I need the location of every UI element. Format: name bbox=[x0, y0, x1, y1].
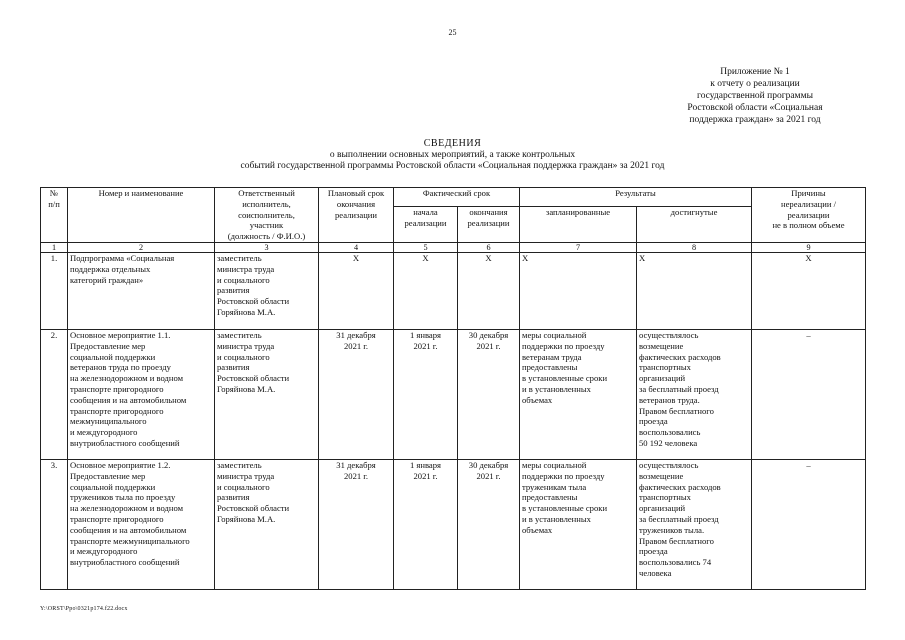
cell-line: 31 декабря bbox=[336, 459, 376, 470]
cell-reasons bbox=[752, 329, 866, 459]
footer-file-path: Y:\ORST\Ppo\0321p174.f22.docx bbox=[40, 606, 128, 612]
cell-line: министра труда bbox=[217, 470, 275, 481]
cell-actual-end bbox=[458, 329, 520, 459]
col-header-results: Результаты bbox=[520, 188, 752, 207]
cell-line: организаций bbox=[639, 373, 686, 384]
cell-line: за бесплатный проезд bbox=[639, 513, 719, 524]
cell-line: X bbox=[352, 252, 360, 263]
cell-line: фактических расходов bbox=[639, 351, 721, 362]
cell-actual-start bbox=[394, 459, 458, 589]
cell-line: Горяйнова М.А. bbox=[217, 383, 276, 394]
cell-line: Предоставление мер bbox=[70, 470, 146, 481]
cell-line: Правом бесплатного bbox=[639, 535, 714, 546]
cell-line: и социального bbox=[217, 351, 270, 362]
cell-line: осуществлялось bbox=[639, 329, 699, 340]
cell-line: X bbox=[639, 252, 646, 263]
cell-line: 2021 г. bbox=[413, 470, 438, 481]
col-header-executor: Ответственный исполнитель, соисполнитель, участник (должность / Ф.И.О.) bbox=[215, 188, 319, 243]
cell-line: транспорте пригородного bbox=[70, 513, 164, 524]
cell-executor bbox=[215, 459, 319, 589]
cell-line: Ростовской области bbox=[217, 296, 290, 307]
cell-line: 30 декабря bbox=[468, 329, 509, 340]
col-header-reasons: Причины нереализации / реализации не в полном объеме bbox=[752, 188, 866, 243]
table-row bbox=[41, 329, 866, 459]
cell-line: X bbox=[522, 252, 529, 263]
cell-num: 2. bbox=[41, 329, 68, 459]
col-header-results-planned: запланированные bbox=[520, 206, 637, 242]
table-row bbox=[41, 252, 866, 329]
cell-line: Предоставление мер bbox=[70, 340, 146, 351]
cell-line: ветеранам труда bbox=[522, 351, 582, 362]
col-header-num: № п/п bbox=[41, 188, 68, 243]
cell-results-planned bbox=[520, 252, 637, 329]
cell-line: ветеранов труда по проезду bbox=[70, 362, 171, 373]
column-numbers-row bbox=[41, 242, 866, 252]
cell-line: проезда bbox=[639, 546, 668, 557]
report-table bbox=[40, 187, 866, 590]
appendix-line: государственной программы bbox=[697, 91, 813, 101]
cell-line: сообщения и на автомобильном bbox=[70, 394, 187, 405]
cell-line: заместитель bbox=[217, 459, 262, 470]
cell-line: объемах bbox=[522, 394, 553, 405]
cell-line: Горяйнова М.А. bbox=[217, 306, 276, 317]
cell-line: человека bbox=[639, 567, 672, 578]
column-number: 8 bbox=[637, 242, 752, 252]
cell-line: на железнодорожном и водном bbox=[70, 503, 184, 514]
col-header-planned: Плановый срок окончания реализации bbox=[319, 188, 394, 243]
cell-line: X bbox=[485, 252, 492, 263]
cell-line: 1 января bbox=[409, 329, 441, 340]
cell-line: 50 192 человека bbox=[639, 437, 698, 448]
cell-line: 2021 г. bbox=[343, 470, 369, 481]
cell-line: X bbox=[422, 252, 429, 263]
column-number: 9 bbox=[752, 242, 866, 252]
cell-line: 31 декабря bbox=[336, 329, 376, 340]
cell-line: организаций bbox=[639, 503, 686, 514]
cell-line: фактических расходов bbox=[639, 481, 721, 492]
cell-line: Основное мероприятие 1.2. bbox=[70, 459, 171, 470]
cell-line: и междугородного bbox=[70, 427, 138, 438]
cell-planned-end bbox=[319, 459, 394, 589]
cell-line: тружеников тыла. bbox=[639, 524, 705, 535]
cell-actual-start bbox=[394, 252, 458, 329]
cell-line: министра труда bbox=[217, 263, 275, 274]
cell-results-achieved bbox=[637, 252, 752, 329]
col-header-actual: Фактический срок bbox=[394, 188, 520, 207]
cell-line: Основное мероприятие 1.1. bbox=[70, 329, 171, 340]
cell-planned-end bbox=[319, 329, 394, 459]
column-number: 4 bbox=[319, 242, 394, 252]
appendix-line: поддержка граждан» за 2021 год bbox=[689, 115, 821, 125]
cell-line: развития bbox=[217, 362, 250, 373]
cell-line: труженикам тыла bbox=[522, 481, 587, 492]
cell-line: сообщения и на автомобильном bbox=[70, 524, 187, 535]
cell-reasons bbox=[752, 459, 866, 589]
cell-line: и междугородного bbox=[70, 546, 138, 557]
column-number: 3 bbox=[215, 242, 319, 252]
cell-line: транспортных bbox=[639, 492, 691, 503]
cell-line: Правом бесплатного bbox=[639, 405, 714, 416]
document-title: СВЕДЕНИЯ bbox=[423, 138, 482, 149]
cell-line: транспорте пригородного bbox=[70, 383, 164, 394]
cell-line: Подпрограмма «Социальная bbox=[70, 252, 175, 263]
cell-line: и в установленных bbox=[522, 513, 591, 524]
cell-line: заместитель bbox=[217, 329, 262, 340]
cell-line: – bbox=[806, 329, 811, 340]
cell-line: 2021 г. bbox=[476, 470, 501, 481]
cell-line: меры социальной bbox=[522, 329, 587, 340]
cell-results-achieved bbox=[637, 329, 752, 459]
column-number: 1 bbox=[41, 242, 68, 252]
cell-line: министра труда bbox=[217, 340, 275, 351]
cell-line: воспользовались bbox=[639, 427, 701, 438]
cell-line: и социального bbox=[217, 481, 270, 492]
col-header-actual-start: начала реализации bbox=[394, 206, 458, 242]
table-row bbox=[41, 459, 866, 589]
cell-line: возмещение bbox=[639, 470, 684, 481]
appendix-line: к отчету о реализации bbox=[710, 79, 800, 89]
appendix-note bbox=[640, 66, 870, 126]
cell-line: Ростовской области bbox=[217, 373, 290, 384]
cell-line: развития bbox=[217, 492, 250, 503]
cell-line: 1 января bbox=[409, 459, 441, 470]
cell-line: на железнодорожном и водном bbox=[70, 373, 184, 384]
cell-line: категорий граждан» bbox=[70, 274, 144, 285]
cell-line: в установленные сроки bbox=[522, 373, 608, 384]
cell-line: проезда bbox=[639, 416, 668, 427]
header-row bbox=[41, 188, 866, 207]
appendix-line: Приложение № 1 bbox=[720, 67, 790, 77]
cell-line: – bbox=[806, 459, 811, 470]
cell-line: 2021 г. bbox=[343, 340, 369, 351]
col-header-name: Номер и наименование bbox=[68, 188, 215, 243]
cell-line: межмуниципального bbox=[70, 416, 147, 427]
cell-line: тружеников тыла по проезду bbox=[70, 492, 176, 503]
column-number: 2 bbox=[68, 242, 215, 252]
cell-line: поддержки по проезду bbox=[522, 470, 605, 481]
cell-results-planned bbox=[520, 459, 637, 589]
column-number: 6 bbox=[458, 242, 520, 252]
cell-line: Ростовской области bbox=[217, 503, 290, 514]
cell-results-achieved bbox=[637, 459, 752, 589]
cell-actual-end bbox=[458, 459, 520, 589]
cell-line: за бесплатный проезд bbox=[639, 383, 719, 394]
cell-line: 30 декабря bbox=[468, 459, 509, 470]
cell-line: предоставлены bbox=[522, 492, 578, 503]
cell-name bbox=[68, 252, 215, 329]
cell-line: осуществлялось bbox=[639, 459, 699, 470]
cell-executor bbox=[215, 252, 319, 329]
cell-line: поддержки по проезду bbox=[522, 340, 605, 351]
cell-line: меры социальной bbox=[522, 459, 587, 470]
cell-reasons bbox=[752, 252, 866, 329]
cell-actual-start bbox=[394, 329, 458, 459]
cell-line: поддержка отдельных bbox=[70, 263, 151, 274]
cell-line: X bbox=[805, 252, 812, 263]
page-number: 25 bbox=[448, 28, 457, 37]
column-number: 7 bbox=[520, 242, 637, 252]
cell-line: развития bbox=[217, 285, 250, 296]
cell-name bbox=[68, 329, 215, 459]
cell-line: и в установленных bbox=[522, 383, 591, 394]
cell-line: внутриобластного сообщений bbox=[70, 437, 180, 448]
cell-name bbox=[68, 459, 215, 589]
cell-line: предоставлены bbox=[522, 362, 578, 373]
cell-line: социальной поддержки bbox=[70, 481, 156, 492]
cell-line: внутриобластного сообщений bbox=[70, 557, 180, 568]
cell-results-planned bbox=[520, 329, 637, 459]
cell-line: транспорте пригородного bbox=[70, 405, 164, 416]
cell-line: Горяйнова М.А. bbox=[217, 513, 276, 524]
column-number: 5 bbox=[394, 242, 458, 252]
cell-planned-end bbox=[319, 252, 394, 329]
cell-line: воспользовались 74 bbox=[639, 557, 712, 568]
col-header-actual-end: окончания реализации bbox=[458, 206, 520, 242]
cell-executor bbox=[215, 329, 319, 459]
appendix-line: Ростовской области «Социальная bbox=[687, 103, 823, 113]
cell-num: 3. bbox=[41, 459, 68, 589]
cell-line: социальной поддержки bbox=[70, 351, 156, 362]
document-heading bbox=[150, 138, 755, 173]
cell-line: транспортных bbox=[639, 362, 691, 373]
cell-num: 1. bbox=[41, 252, 68, 329]
cell-line: транспорте межмуниципального bbox=[70, 535, 190, 546]
cell-actual-end bbox=[458, 252, 520, 329]
cell-line: возмещение bbox=[639, 340, 684, 351]
cell-line: 2021 г. bbox=[413, 340, 438, 351]
cell-line: объемах bbox=[522, 524, 553, 535]
cell-line: и социального bbox=[217, 274, 270, 285]
cell-line: заместитель bbox=[217, 252, 262, 263]
col-header-results-achieved: достигнутые bbox=[637, 206, 752, 242]
cell-line: 2021 г. bbox=[476, 340, 501, 351]
cell-line: ветеранов труда. bbox=[639, 394, 700, 405]
cell-line: в установленные сроки bbox=[522, 503, 608, 514]
document-subtitle: о выполнении основных мероприятий, а также контрольных bbox=[329, 149, 576, 160]
document-subtitle: событий государственной программы Ростовской области «Социальная поддержка граждан» за 2021 год bbox=[240, 161, 665, 171]
